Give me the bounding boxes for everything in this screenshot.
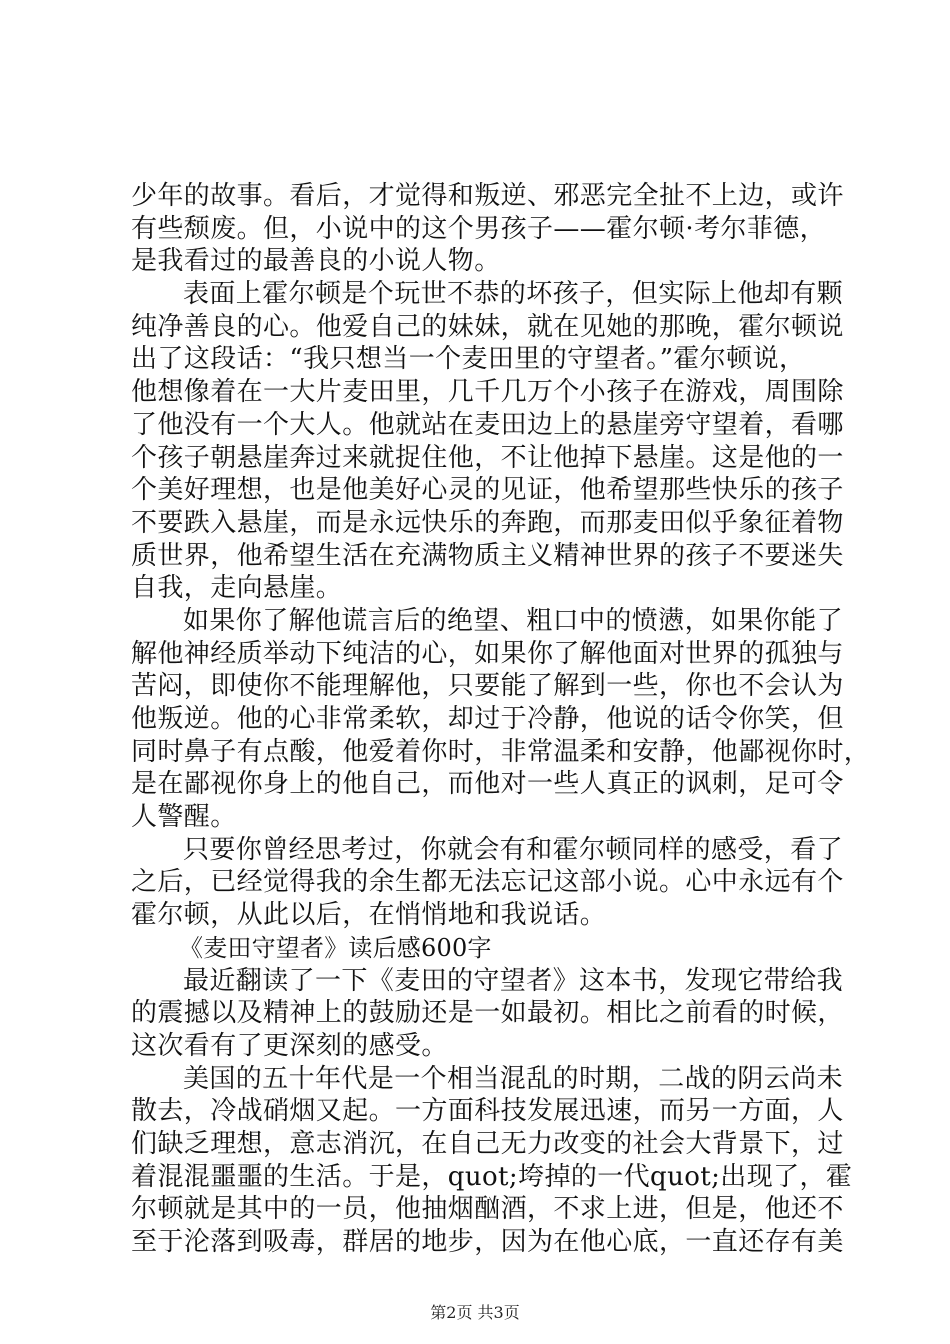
text-line: 霍尔顿，从此以后，在悄悄地和我说话。 bbox=[131, 900, 607, 931]
text-line: 至于沦落到吸毒，群居的地步，因为在他心底，一直还存有美 bbox=[131, 1227, 844, 1257]
text-line: 人警醒。 bbox=[131, 802, 237, 833]
text-line: 解他神经质举动下纯洁的心，如果你了解他面对世界的孤独与 bbox=[131, 638, 844, 669]
text-line: 尔顿就是其中的一员，他抽烟酗酒，不求上进，但是，他还不 bbox=[131, 1194, 844, 1225]
text-line: 之后，已经觉得我的余生都无法忘记这部小说。心中永远有个 bbox=[131, 867, 844, 898]
text-line: 苦闷，即使你不能理解他，只要能了解到一些，你也不会认为 bbox=[131, 671, 844, 702]
text-line: 他想像着在一大片麦田里，几千几万个小孩子在游戏，周围除 bbox=[131, 377, 844, 408]
text-line: 了他没有一个大人。他就站在麦田边上的悬崖旁守望着，看哪 bbox=[131, 409, 844, 440]
text-line: 不要跌入悬崖，而是永远快乐的奔跑，而那麦田似乎象征着物 bbox=[131, 507, 844, 538]
text-line: 个美好理想，也是他美好心灵的见证，他希望那些快乐的孩子 bbox=[131, 475, 844, 506]
text-line: 质世界，他希望生活在充满物质主义精神世界的孩子不要迷失 bbox=[131, 540, 844, 571]
text-line: 同时鼻子有点酸，他爱着你时，非常温柔和安静，他鄙视你时， bbox=[131, 736, 871, 767]
text-line: 表面上霍尔顿是个玩世不恭的坏孩子，但实际上他却有颗 bbox=[183, 279, 844, 310]
text-line: 这次看有了更深刻的感受。 bbox=[131, 1030, 448, 1061]
text-line: 少年的故事。看后，才觉得和叛逆、邪恶完全扯不上边，或许 bbox=[131, 181, 844, 211]
text-line: 是我看过的最善良的小说人物。 bbox=[131, 246, 501, 277]
text-line: 如果你了解他谎言后的绝望、粗口中的愤懑，如果你能了 bbox=[183, 605, 844, 636]
text-line: 们缺乏理想，意志消沉，在自己无力改变的社会大背景下，过 bbox=[131, 1128, 844, 1159]
text-line: 只要你曾经思考过，你就会有和霍尔顿同样的感受，看了 bbox=[183, 834, 844, 865]
document-body bbox=[131, 180, 871, 1259]
text-line: 最近翻读了一下《麦田的守望者》这本书，发现它带给我 bbox=[183, 965, 844, 996]
text-line: 是在鄙视你身上的他自己，而他对一些人真正的讽刺，足可令 bbox=[131, 769, 844, 800]
text-line: 着混混噩噩的生活。于是，quot;垮掉的一代quot;出现了，霍 bbox=[131, 1161, 853, 1192]
text-line: 美国的五十年代是一个相当混乱的时期，二战的阴云尚未 bbox=[183, 1063, 844, 1094]
text-line: 自我，走向悬崖。 bbox=[131, 573, 343, 604]
text-line: 他叛逆。他的心非常柔软，却过于冷静，他说的话令你笑，但 bbox=[131, 704, 844, 734]
text-line: 纯净善良的心。他爱自己的妹妹，就在见她的那晚，霍尔顿说 bbox=[131, 311, 844, 342]
text-line: 个孩子朝悬崖奔过来就捉住他，不让他掉下悬崖。这是他的一 bbox=[131, 442, 844, 473]
section-heading: 《麦田守望者》读后感600字 bbox=[179, 933, 492, 962]
text-line: 出了这段话：“我只想当一个麦田里的守望者。”霍尔顿说， bbox=[131, 344, 806, 375]
text-line: 的震撼以及精神上的鼓励还是一如最初。相比之前看的时候， bbox=[131, 998, 844, 1029]
text-line: 散去，冷战硝烟又起。一方面科技发展迅速，而另一方面，人 bbox=[131, 1096, 844, 1127]
text-line: 有些颓废。但，小说中的这个男孩子——霍尔顿·考尔菲德， bbox=[131, 213, 827, 244]
page-footer: 第2页 共3页 bbox=[430, 1303, 520, 1322]
